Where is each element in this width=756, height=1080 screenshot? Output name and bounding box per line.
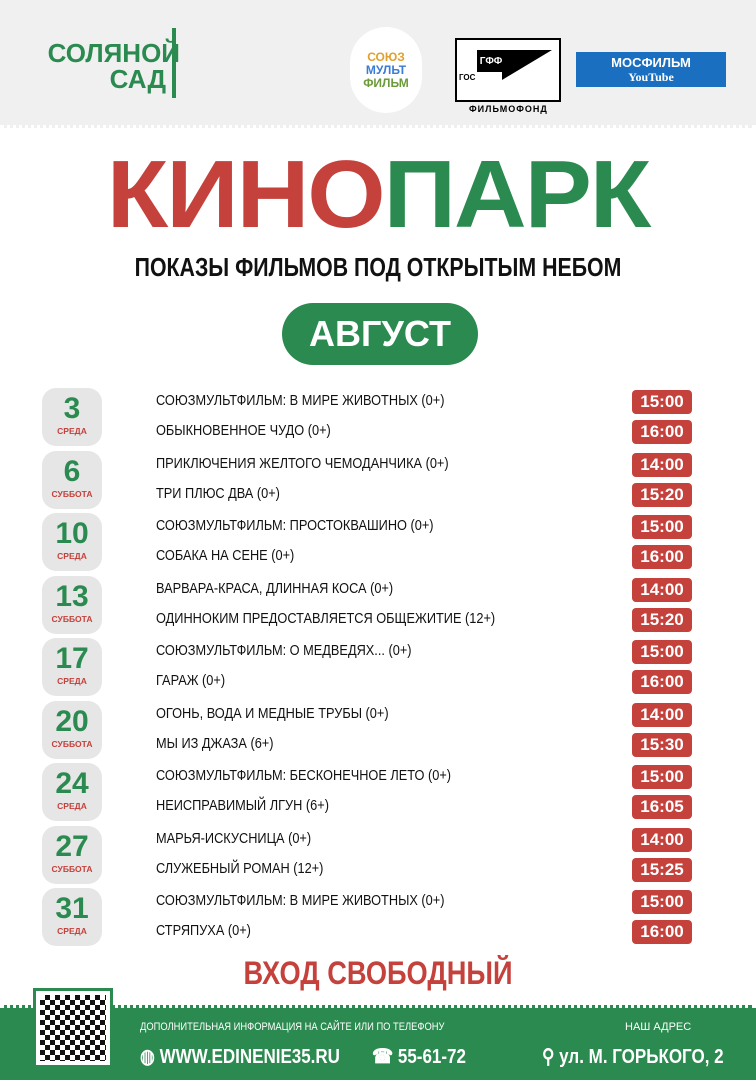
showtime-badge: 16:05 [632,795,692,819]
location-pin-icon: ⚲ [542,1046,560,1068]
weekday: СРЕДА [57,551,87,561]
weekday: СРЕДА [57,801,87,811]
footer [0,1005,756,1080]
logo-text: ГОС [459,73,476,82]
showtime-badge: 15:30 [632,733,692,757]
film-title: ОГОНЬ, ВОДА И МЕДНЫЕ ТРУБЫ (0+) [156,705,389,722]
free-entry: ВХОД СВОБОДНЫЙ [243,955,513,991]
logo-text: ФИЛЬМОФОНД [469,104,548,114]
showtime-badge: 15:25 [632,858,692,882]
weekday: СУББОТА [51,738,93,749]
phone-link[interactable] [372,1044,466,1069]
gosfilmofond-logo [455,38,561,114]
date-badge [42,763,102,821]
showtime-badge: 15:20 [632,608,692,632]
showtime-badge: 15:00 [632,390,692,414]
address-text: ул. М. ГОРЬКОГО, 2 [559,1046,724,1068]
logo-text: МОСФИЛЬМ [611,55,691,70]
logo-text: МУЛЬТ [365,62,407,77]
mosfilm-youtube-logo [576,52,726,87]
film-title: СТРЯПУХА (0+) [156,923,251,939]
showtime-badge: 16:00 [632,670,692,694]
showtime-badge: 15:00 [632,515,692,539]
logo-text: YouTube [628,70,674,84]
globe-icon: ◍ [140,1046,160,1068]
film-title: ТРИ ПЛЮС ДВА (0+) [156,485,280,502]
date-badge [42,451,102,509]
website-link[interactable] [140,1044,340,1069]
sprout-icon [172,28,186,98]
film-title: СОЮЗМУЛЬТФИЛЬМ: ПРОСТОКВАШИНО (0+) [156,518,434,534]
weekday: СРЕДА [57,926,87,936]
showtime-badge: 16:00 [632,420,692,444]
date-badge [42,388,102,446]
showtime-badge: 14:00 [632,828,692,852]
phone-icon: ☎ [372,1046,398,1068]
header [0,0,756,128]
date-badge [42,701,102,759]
date-badge [42,638,102,696]
film-title: СОЮЗМУЛЬТФИЛЬМ: О МЕДВЕДЯХ... (0+) [156,643,412,659]
film-title: СОБАКА НА СЕНЕ (0+) [156,548,295,564]
title-part-green: ПАРК [383,141,650,248]
phone-text: 55-61-72 [397,1046,466,1068]
film-title: СОЮЗМУЛЬТФИЛЬМ: БЕСКОНЕЧНОЕ ЛЕТО (0+) [156,768,452,784]
film-title: ГАРАЖ (0+) [156,673,226,689]
film-title: ВАРВАРА-КРАСА, ДЛИННАЯ КОСА (0+) [156,580,394,597]
showtime-badge: 16:00 [632,920,692,944]
date-badge [42,826,102,884]
logo-text: САД [109,64,166,94]
weekday: СРЕДА [57,426,87,436]
day-number: 17 [55,642,89,675]
solyanoy-sad-logo [34,40,180,92]
logo-text: ФИЛЬМ [363,75,409,90]
qr-code[interactable] [33,988,113,1068]
film-icon [502,50,552,80]
day-number: 24 [55,767,89,800]
day-number: 20 [55,704,89,738]
showtime-badge: 14:00 [632,578,692,602]
page-title [0,140,756,250]
logo-text: ГФФ [477,50,505,72]
weekday: СУББОТА [51,488,93,499]
film-title: СОЮЗМУЛЬТФИЛЬМ: В МИРЕ ЖИВОТНЫХ (0+) [156,893,445,909]
weekday: СУББОТА [51,613,93,624]
showtime-badge: 14:00 [632,703,692,727]
showtime-badge: 15:00 [632,890,692,914]
showtime-badge: 15:00 [632,640,692,664]
date-badge [42,576,102,634]
logo-text: СОЮЗ [367,49,405,64]
showtime-badge: 16:00 [632,545,692,569]
day-number: 6 [63,454,81,488]
weekday: СРЕДА [57,676,87,686]
day-number: 27 [55,829,89,863]
film-title: СЛУЖЕБНЫЙ РОМАН (12+) [156,860,324,877]
film-title: МАРЬЯ-ИСКУСНИЦА (0+) [156,830,312,847]
weekday: СУББОТА [51,863,93,874]
day-number: 31 [55,892,89,925]
subtitle: ПОКАЗЫ ФИЛЬМОВ ПОД ОТКРЫТЫМ НЕБОМ [134,252,622,282]
website-text: WWW.EDINENIE35.RU [159,1046,340,1068]
film-title: НЕИСПРАВИМЫЙ ЛГУН (6+) [156,798,329,814]
film-title: ОДИННОКИМ ПРЕДОСТАВЛЯЕТСЯ ОБЩЕЖИТИЕ (12+) [156,610,496,627]
title-part-red: КИНО [106,141,384,248]
date-badge [42,513,102,571]
showtime-badge: 15:20 [632,483,692,507]
film-title: СОЮЗМУЛЬТФИЛЬМ: В МИРЕ ЖИВОТНЫХ (0+) [156,393,445,409]
day-number: 10 [55,517,89,550]
film-title: ОБЫКНОВЕННОЕ ЧУДО (0+) [156,423,331,439]
showtime-badge: 15:00 [632,765,692,789]
address [542,1044,724,1069]
day-number: 13 [55,579,89,613]
info-label: ДОПОЛНИТЕЛЬНАЯ ИНФОРМАЦИЯ НА САЙТЕ ИЛИ ПО ТЕЛЕФОНУ [140,1021,445,1033]
film-title: МЫ ИЗ ДЖАЗА (6+) [156,735,274,752]
showtime-badge: 14:00 [632,453,692,477]
soyuzmultfilm-logo [350,27,422,113]
film-title: ПРИКЛЮЧЕНИЯ ЖЕЛТОГО ЧЕМОДАНЧИКА (0+) [156,455,449,472]
logo-text: СОЛЯНОЙ [47,38,180,68]
day-number: 3 [63,392,81,425]
address-label: НАШ АДРЕС [625,1021,692,1033]
month-badge: АВГУСТ [282,303,478,365]
date-badge [42,888,102,946]
